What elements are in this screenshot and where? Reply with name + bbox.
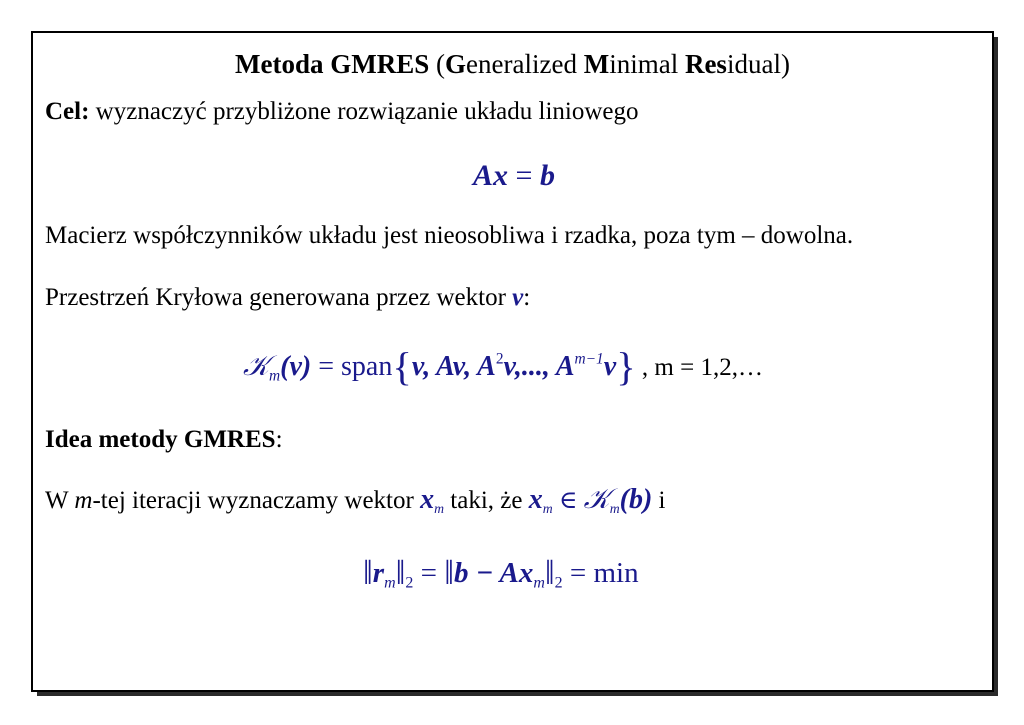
matrix-note: Macierz współczynników układu jest nieosobliwa i rzadka, poza tym – dowolna. <box>45 222 854 249</box>
slide-title: Metoda GMRES (Generalized Minimal Residual) <box>235 49 790 79</box>
slide-frame <box>31 31 994 692</box>
iteration-line: W m-tej iteracji wyznaczamy wektor $x_m$ taki, że $x_m$ ∈ 𝒦$_m$(b) i <box>45 484 666 516</box>
krylov-definition: 𝒦$_m$(v) = span{v, Av, $A^2v$,..., $A^{m-1}v$} , m = 1,2,… <box>243 344 763 389</box>
idea-heading: Idea metody GMRES: <box>45 426 283 453</box>
main-equation: Ax = b <box>473 159 555 192</box>
goal-line: Cel: wyznaczyć przybliżone rozwiązanie układu liniowego <box>45 98 639 125</box>
krylov-intro: Przestrzeń Kryłowa generowana przez wektor v: <box>45 284 531 311</box>
residual-equation: $‖r_m‖_2$ = ‖b − $Ax_m‖_2 = \min$ <box>363 553 639 592</box>
